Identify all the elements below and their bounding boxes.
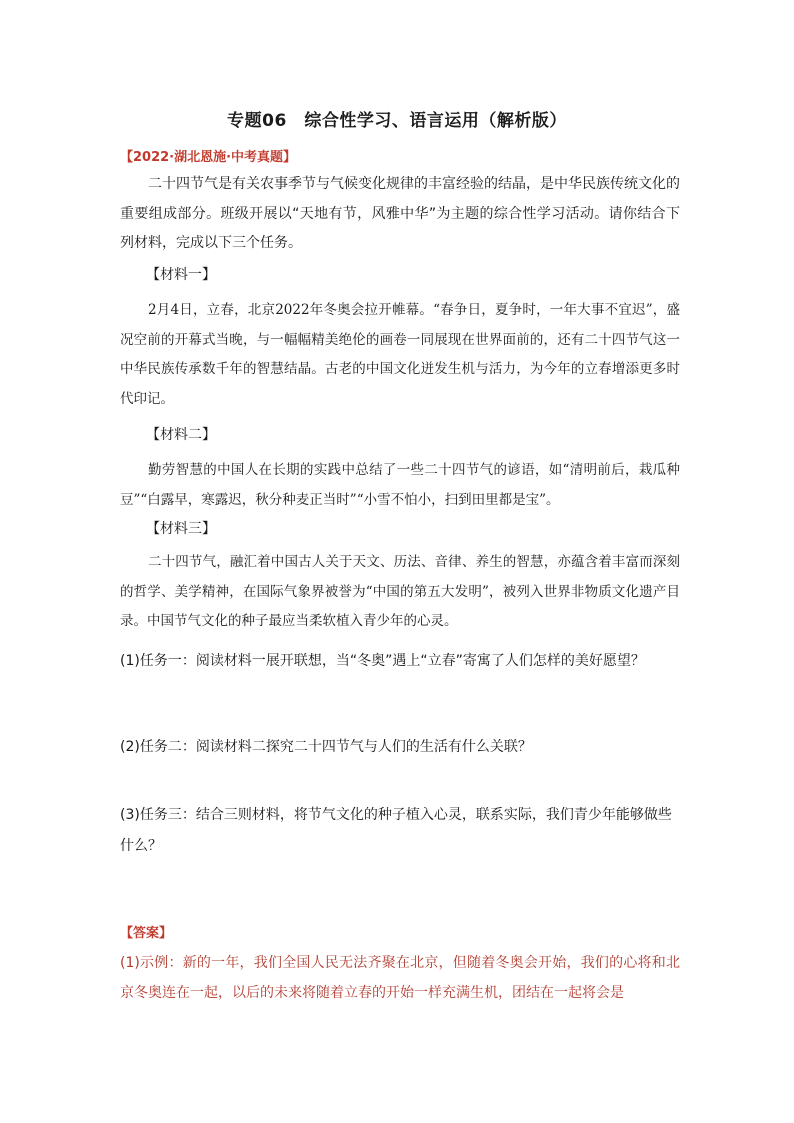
answer-label: 【答案】 [120,926,173,941]
material-three-text: 二十四节气，融汇着中国古人关于天文、历法、音律、养生的智慧，亦蕴含着丰富而深刻的哲学、美学精神，在国际气象界被誉为“中国的第五大发明”，被列入世界非物质文化遗产目录。中国节气文化的种子最应当柔软植入青少年的心灵。 [120,554,680,629]
answer-text: (1)示例：新的一年，我们全国人民无法齐聚在北京，但随着冬奥会开始，我们的心将和北京冬奥连在一起，以后的未来将随着立春的开始一样充满生机，团结在一起将会是 [120,955,680,1001]
source-tag: 【2022·湖北恩施·中考真题】 [120,150,297,165]
material-two-text: 勤劳智慧的中国人在长期的实践中总结了一些二十四节气的谚语，如“清明前后，栽瓜种豆”“白露早，寒露迟，秋分种麦正当时”“小雪不怕小，扫到田里都是宝”。 [120,462,680,508]
material-one-text: 2月4日，立春，北京2022年冬奥会拉开帷幕。“春争日，夏争时，一年大事不宜迟”，盛况空前的开幕式当晚，与一幅幅精美绝伦的画卷一同展现在世界面前的，还有二十四节气这一中华民族传承数千年的智慧结晶。古老的中国文化迸发生机与活力，为今年的立春增添更多时代印记。 [120,302,680,407]
material-one-label: 【材料一】 [146,267,216,283]
intro-paragraph: 二十四节气是有关农事季节与气候变化规律的丰富经验的结晶，是中华民族传统文化的重要组成部分。班级开展以“天地有节，风雅中华”为主题的综合性学习活动。请你结合下列材料，完成以下三个任务。 [120,176,680,251]
material-two-label: 【材料二】 [146,427,216,443]
material-three-label: 【材料三】 [146,521,216,537]
task-one: (1)任务一：阅读材料一展开联想，当“冬奥”遇上“立春”寄寓了人们怎样的美好愿望？ [120,653,645,669]
page-title: 专题06 综合性学习、语言运用（解析版） [227,111,567,131]
task-two: (2)任务二：阅读材料二探究二十四节气与人们的生活有什么关联？ [120,739,532,755]
task-three: (3)任务三：结合三则材料，将节气文化的种子植入心灵，联系实际，我们青少年能够做些什么？ [120,807,672,854]
